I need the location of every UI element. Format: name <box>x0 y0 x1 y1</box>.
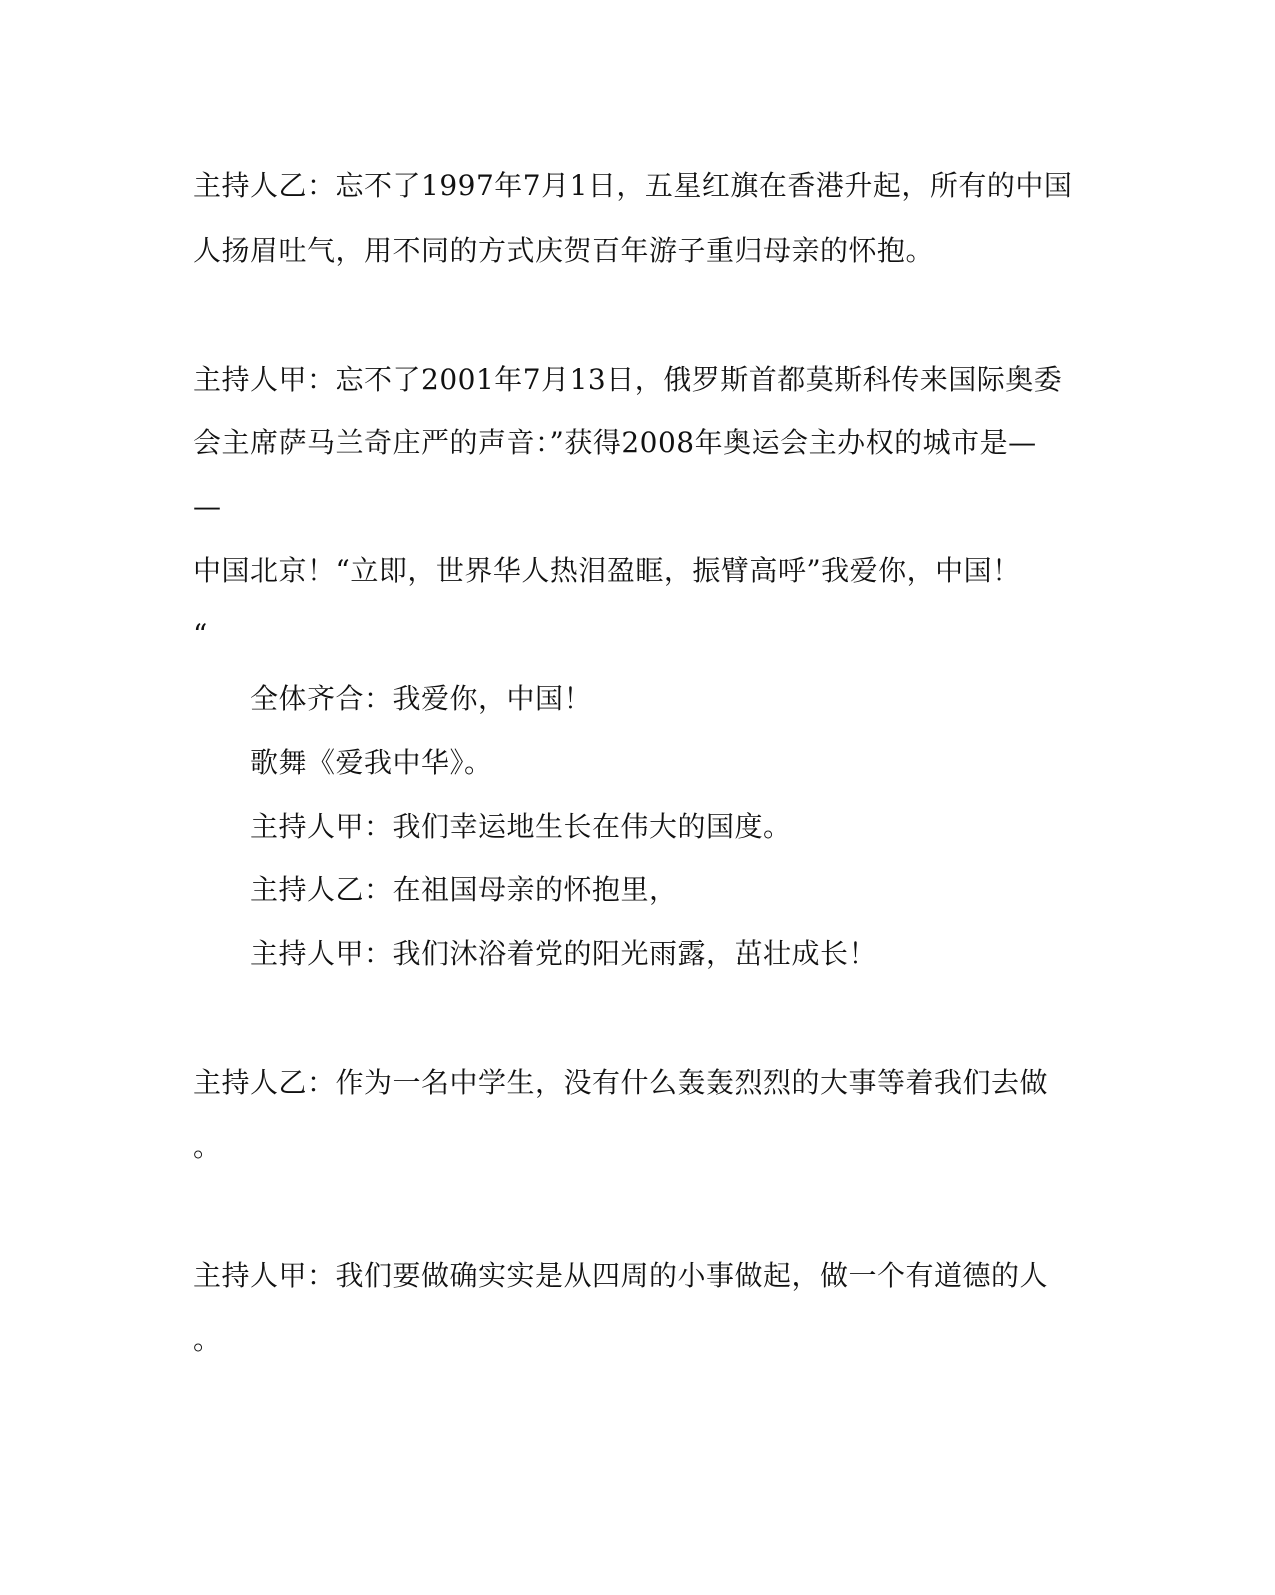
paragraph-line: 中国北京！“立即，世界华人热泪盈眶，振臂高呼”我爱你，中国！ <box>193 554 1021 587</box>
paragraph-line: 。 <box>193 1130 222 1163</box>
paragraph-line: 主持人甲：忘不了2001年7月13日，俄罗斯首都莫斯科传来国际奥委 <box>193 363 1063 396</box>
paragraph-line: 主持人乙：忘不了1997年7月1日，五星红旗在香港升起，所有的中国 <box>193 169 1073 202</box>
paragraph-line: 会主席萨马兰奇庄严的声音：”获得2008年奥运会主办权的城市是— <box>193 426 1037 459</box>
paragraph-line: 。 <box>193 1323 222 1356</box>
paragraph-line: 全体齐合：我爱你，中国！ <box>250 682 593 715</box>
paragraph-line: 人扬眉吐气，用不同的方式庆贺百年游子重归母亲的怀抱。 <box>193 234 935 267</box>
paragraph-line: 主持人乙：作为一名中学生，没有什么轰轰烈烈的大事等着我们去做 <box>193 1066 1049 1099</box>
paragraph-line: 主持人甲：我们要做确实实是从四周的小事做起，做一个有道德的人 <box>193 1259 1049 1292</box>
paragraph-line: — <box>193 490 221 523</box>
paragraph-line: 主持人甲：我们幸运地生长在伟大的国度。 <box>250 810 792 843</box>
paragraph-line: 歌舞《爱我中华》。 <box>250 746 493 779</box>
paragraph-line: 主持人乙：在祖国母亲的怀抱里， <box>250 873 678 906</box>
paragraph-line: 主持人甲：我们沐浴着党的阳光雨露，茁壮成长！ <box>250 937 878 970</box>
paragraph-line: “ <box>193 618 208 651</box>
